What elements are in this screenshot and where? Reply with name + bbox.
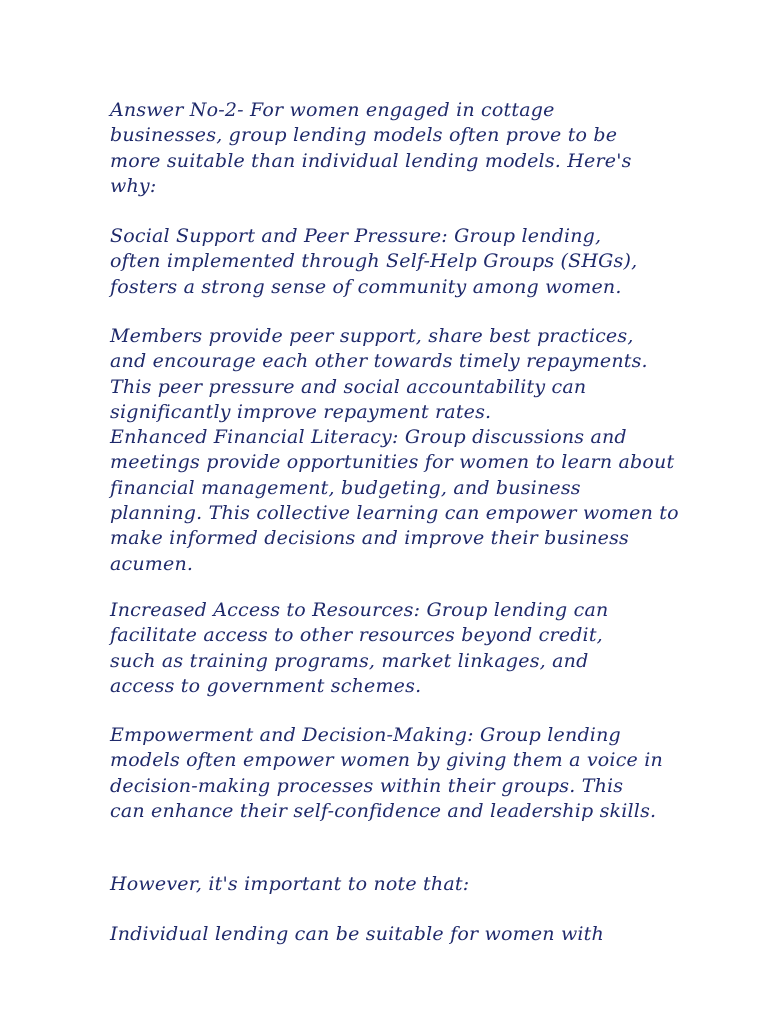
text-line: Answer No-2- For women engaged in cottage — [110, 99, 555, 121]
text-line: financial management, budgeting, and business — [110, 476, 581, 499]
text-line: Increased Access to Resources: Group lending can — [110, 599, 609, 621]
text-line: Empowerment and Decision-Making: Group lending — [110, 724, 621, 746]
text-line: Individual lending can be suitable for women with — [110, 923, 604, 945]
text-line: such as training programs, market linkages, and — [110, 649, 589, 672]
text-line: Social Support and Peer Pressure: Group lending, — [110, 225, 602, 247]
text-line: can enhance their self-confidence and leadership skills. — [110, 799, 657, 822]
peer-support-literacy-paragraph — [110, 324, 750, 577]
answer-intro-paragraph — [110, 98, 750, 199]
text-line: access to government schemes. — [110, 674, 422, 697]
text-line: models often empower women by giving them a voice in — [110, 749, 663, 772]
empowerment-paragraph — [110, 723, 750, 824]
text-line: acumen. — [110, 552, 194, 575]
individual-lending-paragraph — [110, 922, 750, 947]
text-line: and encourage each other towards timely repayments. — [110, 350, 648, 373]
text-line: However, it's important to note that: — [110, 873, 470, 895]
text-line: significantly improve repayment rates. — [110, 400, 492, 423]
access-to-resources-paragraph — [110, 598, 750, 699]
text-line: make informed decisions and improve their business — [110, 527, 629, 550]
text-line: businesses, group lending models often prove to be — [110, 124, 618, 147]
text-line: Enhanced Financial Literacy: Group discussions and — [110, 426, 627, 449]
however-note-paragraph — [110, 872, 750, 897]
text-line: planning. This collective learning can empower women to — [110, 502, 679, 525]
text-line: often implemented through Self-Help Groups (SHGs), — [110, 250, 638, 273]
text-line: decision-making processes within their groups. This — [110, 774, 624, 797]
text-line: fosters a strong sense of community among women. — [110, 275, 622, 298]
social-support-paragraph — [110, 224, 750, 300]
text-line: facilitate access to other resources beyond credit, — [110, 624, 603, 647]
text-line: This peer pressure and social accountability can — [110, 375, 587, 398]
text-line: more suitable than individual lending models. Here's — [110, 149, 632, 172]
text-line: meetings provide opportunities for women to learn about — [110, 451, 675, 474]
text-line: why: — [110, 174, 157, 197]
text-line: Members provide peer support, share best practices, — [110, 325, 634, 347]
